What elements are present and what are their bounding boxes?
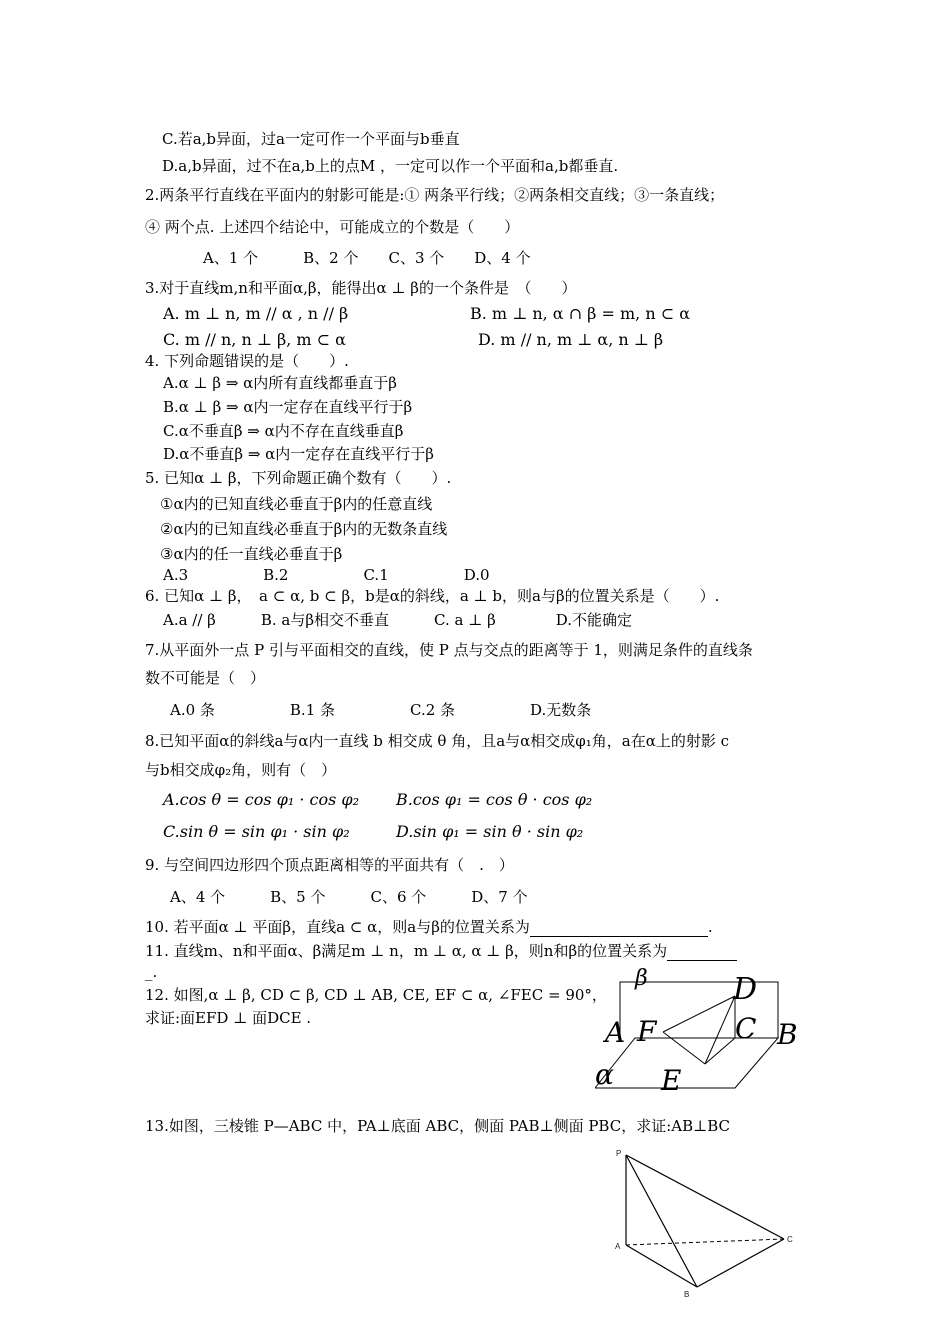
q7-options: A.0 条 B.1 条 C.2 条 D.无数条 xyxy=(170,701,592,719)
q5-stem: 5. 已知α ⊥ β，下列命题正确个数有（ ）. xyxy=(145,469,452,487)
q12-figure xyxy=(595,966,810,1100)
q12-stem: 12. 如图,α ⊥ β, CD ⊂ β, CD ⊥ AB, CE, EF ⊂ α, ∠FEC = 90°， xyxy=(145,986,607,1004)
q8-option-c: C.sin θ = sin φ₁ · sin φ₂ xyxy=(163,822,350,841)
q5-statement-1: ①α内的已知直线必垂直于β内的任意直线 xyxy=(160,495,433,513)
q11-answer-blank[interactable] xyxy=(667,944,737,961)
q1-option-c: C.若a,b异面，过a一定可作一个平面与b垂直 xyxy=(162,130,460,148)
q13-figure xyxy=(612,1145,802,1297)
q7-stem-line1: 7.从平面外一点 P 引与平面相交的直线，使 P 点与交点的距离等于 1，则满足条件的直线条 xyxy=(145,641,753,659)
q2-options: A、1 个 B、2 个 C、3 个 D、4 个 xyxy=(203,249,531,267)
edge-pb xyxy=(626,1155,697,1287)
q8-stem-line2: 与b相交成φ₂角，则有（ ） xyxy=(145,761,337,779)
label-beta: β xyxy=(635,966,648,991)
label-f: F xyxy=(637,1015,657,1048)
q3-option-a: A. m ⊥ n, m // α , n // β xyxy=(163,304,349,323)
q6-options: A.a // β B. a与β相交不垂直 C. a ⊥ β D.不能确定 xyxy=(163,611,633,629)
q9-options: A、4 个 B、5 个 C、6 个 D、7 个 xyxy=(170,888,528,906)
q2-stem-line1: 2.两条平行直线在平面内的射影可能是:① 两条平行线；②两条相交直线；③一条直线； xyxy=(145,186,725,204)
q9-stem: 9. 与空间四边形四个顶点距离相等的平面共有（ . ） xyxy=(145,856,514,874)
vertex-c-label: C xyxy=(787,1235,793,1244)
segment-ec xyxy=(705,1038,735,1064)
q11-stem xyxy=(145,941,737,961)
segment-fe xyxy=(663,1032,705,1064)
q5-options: A.3 B.2 C.1 D.0 xyxy=(163,566,490,584)
label-b: B xyxy=(777,1018,798,1051)
edge-bc xyxy=(697,1239,784,1287)
label-a: A xyxy=(605,1016,626,1049)
q10-stem xyxy=(145,917,713,937)
edge-ac-hidden xyxy=(626,1239,784,1245)
q2-stem-line2: ④ 两个点. 上述四个结论中，可能成立的个数是（ ） xyxy=(145,218,520,236)
q3-option-c: C. m // n, n ⊥ β, m ⊂ α xyxy=(163,330,346,349)
q3-option-d: D. m // n, m ⊥ α, n ⊥ β xyxy=(478,330,664,349)
label-alpha: α xyxy=(595,1058,614,1091)
segment-de xyxy=(705,996,735,1064)
q11-blank-tail: _. xyxy=(145,963,158,981)
q4-option-b: B.α ⊥ β ⇒ α内一定存在直线平行于β xyxy=(163,398,413,416)
vertex-p-label: P xyxy=(616,1149,622,1158)
vertex-a-label: A xyxy=(615,1242,621,1251)
label-c: C xyxy=(735,1012,757,1045)
q8-stem-line1: 8.已知平面α的斜线a与α内一直线 b 相交成 θ 角，且a与α相交成φ₁角，a在α上的射影 c xyxy=(145,732,730,750)
label-e: E xyxy=(661,1064,682,1097)
q3-stem: 3.对于直线m,n和平面α,β，能得出α ⊥ β的一个条件是 （ ） xyxy=(145,279,577,297)
label-d: D xyxy=(733,972,758,1007)
q13-stem: 13.如图，三棱锥 P—ABC 中，PA⊥底面 ABC，侧面 PAB⊥侧面 PBC，求证:AB⊥BC xyxy=(145,1117,731,1135)
q5-statement-2: ②α内的已知直线必垂直于β内的无数条直线 xyxy=(160,520,448,538)
q4-stem: 4. 下列命题错误的是（ ）. xyxy=(145,352,349,370)
q5-statement-3: ③α内的任一直线必垂直于β xyxy=(160,545,343,563)
q4-option-a: A.α ⊥ β ⇒ α内所有直线都垂直于β xyxy=(163,374,397,392)
q7-stem-line2: 数不可能是（ ） xyxy=(145,669,266,687)
q4-option-c: C.α不垂直β ⇒ α内不存在直线垂直β xyxy=(163,422,404,440)
q12-prove: 求证:面EFD ⊥ 面DCE . xyxy=(145,1009,312,1027)
q10-text: 10. 若平面α ⊥ 平面β，直线a ⊂ α，则a与β的位置关系为 xyxy=(145,918,530,936)
q10-period: . xyxy=(707,918,713,936)
q10-answer-blank[interactable] xyxy=(530,920,708,937)
segment-fd xyxy=(663,996,735,1032)
q13-figure-svg xyxy=(612,1145,802,1297)
q3-option-b: B. m ⊥ n, α ∩ β = m, n ⊂ α xyxy=(470,304,691,323)
q8-option-a: A.cos θ = cos φ₁ · cos φ₂ xyxy=(163,790,360,809)
q8-option-b: B.cos φ₁ = cos θ · cos φ₂ xyxy=(396,790,593,809)
q4-option-d: D.α不垂直β ⇒ α内一定存在直线平行于β xyxy=(163,445,434,463)
edge-pc xyxy=(626,1155,784,1239)
vertex-b-label: B xyxy=(684,1290,690,1297)
q6-stem: 6. 已知α ⊥ β， a ⊂ α, b ⊂ β，b是α的斜线，a ⊥ b，则a与β的位置关系是（ ）. xyxy=(145,587,720,605)
q11-text: 11. 直线m、n和平面α、β满足m ⊥ n，m ⊥ α, α ⊥ β，则n和β的位置关系为 xyxy=(145,942,668,960)
q1-option-d: D.a,b异面，过不在a,b上的点M ，一定可以作一个平面和a,b都垂直. xyxy=(162,157,619,175)
q8-option-d: D.sin φ₁ = sin θ · sin φ₂ xyxy=(396,822,584,841)
